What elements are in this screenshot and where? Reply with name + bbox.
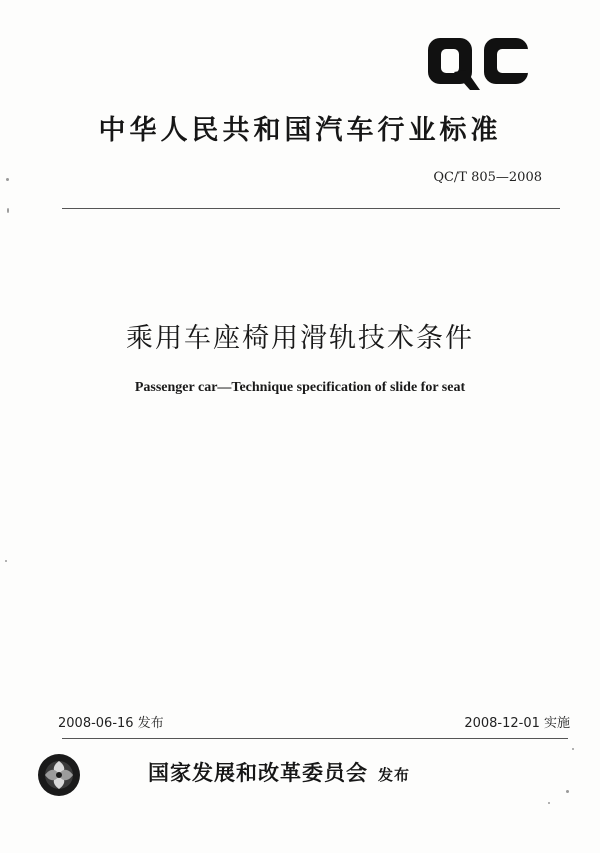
document-title-english: Passenger car—Technique specification of slide for seat [134,380,466,395]
header-divider [62,208,560,209]
scan-speck [5,560,7,562]
scan-speck [572,748,574,750]
national-emblem-icon [36,752,82,798]
scan-speck [548,802,550,804]
document-title-chinese: 乘用车座椅用滑轨技术条件 [126,323,474,354]
qc-logo [424,34,530,90]
standard-name: 中华人民共和国汽车行业标准 [98,115,502,146]
scan-speck [6,178,9,181]
scan-speck [566,790,569,793]
standard-code: QC/T 805—2008 [433,170,542,185]
footer-divider [62,738,568,739]
implementation-date: 2008-12-01 实施 [464,716,570,731]
publish-suffix: 发布 [378,766,411,784]
scan-speck [7,208,9,213]
organization-name: 国家发展和改革委员会 [148,760,368,785]
issuing-organization [148,757,410,787]
issue-date: 2008-06-16 发布 [58,716,164,731]
